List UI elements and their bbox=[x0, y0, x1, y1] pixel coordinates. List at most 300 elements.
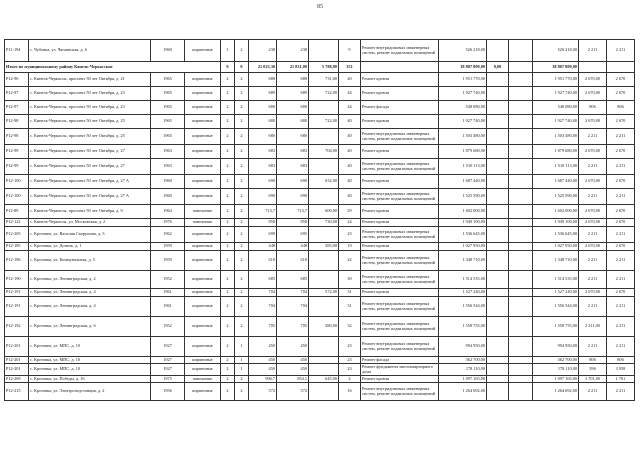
row-area-c bbox=[309, 159, 339, 175]
row-unit-cost: 2 211 bbox=[579, 337, 607, 357]
row-max-cost: 2 670 bbox=[607, 175, 635, 189]
row-entrances: 1 bbox=[235, 357, 249, 364]
row-f1 bbox=[487, 40, 509, 62]
row-cost: 1 558 755,00 bbox=[439, 317, 487, 337]
row-wall-material: кирпичные bbox=[185, 40, 221, 62]
row-wall-material: кирпичные bbox=[185, 115, 221, 129]
row-f1 bbox=[487, 297, 509, 317]
row-f1 bbox=[487, 219, 509, 227]
row-floors: 2 bbox=[221, 101, 235, 115]
row-area-living: 680 bbox=[277, 115, 309, 129]
row-residents: 40 bbox=[339, 73, 361, 87]
row-floors: 2 bbox=[221, 87, 235, 101]
row-floors: 2 bbox=[221, 145, 235, 159]
row-unit-cost: 2 670,00 bbox=[579, 115, 607, 129]
row-unit-cost: 2 211 bbox=[579, 40, 607, 62]
row-area-living: 238 bbox=[277, 40, 309, 62]
row-year: 1963 bbox=[151, 159, 185, 175]
row-residents: 32 bbox=[339, 317, 361, 337]
summary-works bbox=[361, 62, 439, 73]
summary-label: Итого по муниципальному району Канель-Черкасские bbox=[5, 62, 221, 73]
row-floors: 2 bbox=[221, 159, 235, 175]
row-area-living: 705 bbox=[277, 317, 309, 337]
row-residents: 40 bbox=[339, 129, 361, 145]
row-residents: 30 bbox=[339, 271, 361, 289]
row-area-total: 704 bbox=[249, 289, 277, 297]
row-area-total: 572 bbox=[249, 383, 277, 401]
row-f1 bbox=[487, 115, 509, 129]
row-area-total: 996,7 bbox=[249, 376, 277, 383]
table-row bbox=[5, 383, 635, 401]
table-row bbox=[5, 317, 635, 337]
row-unit-cost: 2 211 bbox=[579, 271, 607, 289]
row-wall-material: кирпичные bbox=[185, 317, 221, 337]
row-f1 bbox=[487, 101, 509, 115]
row-floors: 2 bbox=[221, 129, 235, 145]
row-max-cost: 2 211 bbox=[607, 297, 635, 317]
row-total-cost: 548 080,00 bbox=[533, 101, 579, 115]
row-unit-cost: 2 670,00 bbox=[579, 73, 607, 87]
row-cost: 1 348 710,00 bbox=[439, 251, 487, 271]
row-works: Ремонт кровли bbox=[361, 243, 439, 251]
row-area-living: 695 bbox=[277, 227, 309, 243]
row-total-cost: 1 348 710,00 bbox=[533, 251, 579, 271]
row-cost: 1 097 165,00 bbox=[439, 376, 487, 383]
row-area-c: 572,00 bbox=[309, 289, 339, 297]
row-address: с. Кинель-Черкассы, проспект 50 лет Октября, д. 27 А bbox=[29, 189, 151, 205]
row-f2 bbox=[509, 297, 533, 317]
row-f2 bbox=[509, 145, 533, 159]
row-entrances: 2 bbox=[235, 87, 249, 101]
row-code: Р12-269 bbox=[5, 376, 29, 383]
row-max-cost: 2 670 bbox=[607, 219, 635, 227]
row-code: Р12-100 bbox=[5, 189, 29, 205]
row-f1 bbox=[487, 251, 509, 271]
row-year: 1961 bbox=[151, 289, 185, 297]
row-area-c: 380,00 bbox=[309, 317, 339, 337]
table-row bbox=[5, 73, 635, 87]
row-area-living: 690 bbox=[277, 189, 309, 205]
row-total-cost: 1 525 590,00 bbox=[533, 189, 579, 205]
row-area-total: 690 bbox=[249, 189, 277, 205]
row-year: 1956 bbox=[151, 383, 185, 401]
row-f1 bbox=[487, 289, 509, 297]
table-row bbox=[5, 376, 635, 383]
row-area-total: 713,7 bbox=[249, 205, 277, 219]
row-cost: 1 879 680,00 bbox=[439, 145, 487, 159]
row-f1 bbox=[487, 376, 509, 383]
row-f2 bbox=[509, 289, 533, 297]
row-total-cost: 1 514 535,00 bbox=[533, 271, 579, 289]
row-code: Р12-99 bbox=[5, 145, 29, 159]
row-total-cost: 1 879 680,00 bbox=[533, 145, 579, 159]
row-cost: 1 951 770,00 bbox=[439, 73, 487, 87]
row-works: Ремонт внутридомовых инженерных систем, ремонт подвальных помещений bbox=[361, 129, 439, 145]
row-unit-cost: 2 670,00 bbox=[579, 205, 607, 219]
row-residents: 23 bbox=[339, 364, 361, 376]
row-address: с. Кротовка, ул. Ленинградская, д. 4 bbox=[29, 289, 151, 297]
row-unit-cost: 2 211 bbox=[579, 251, 607, 271]
row-area-total: 685 bbox=[249, 271, 277, 289]
row-wall-material: кирпичные bbox=[185, 297, 221, 317]
table-row bbox=[5, 297, 635, 317]
row-max-cost: 2 211 bbox=[607, 271, 635, 289]
table-row bbox=[5, 227, 635, 243]
row-area-c bbox=[309, 337, 339, 357]
row-area-living: 450 bbox=[277, 357, 309, 364]
row-f1 bbox=[487, 227, 509, 243]
table-row bbox=[5, 289, 635, 297]
table-row bbox=[5, 364, 635, 376]
row-area-c bbox=[309, 251, 339, 271]
row-residents: 9 bbox=[339, 40, 361, 62]
row-cost: 526 218,00 bbox=[439, 40, 487, 62]
table-row bbox=[5, 129, 635, 145]
row-wall-material: кирпичные bbox=[185, 73, 221, 87]
summary-c3: 0,00 bbox=[487, 62, 509, 73]
row-f2 bbox=[509, 219, 533, 227]
row-floors: 2 bbox=[221, 219, 235, 227]
row-address: с. Кротовка, ул. МПС, д. 10 bbox=[29, 337, 151, 357]
row-address: с. Кинель-Черкассы, проспект 50 лет Октября, д. 27 А bbox=[29, 175, 151, 189]
row-cost: 1 027 950,00 bbox=[439, 243, 487, 251]
row-residents: 23 bbox=[339, 337, 361, 357]
row-works: Ремонт кровли bbox=[361, 376, 439, 383]
row-floors: 2 bbox=[221, 227, 235, 243]
row-wall-material: кирпичные bbox=[185, 87, 221, 101]
row-address: с. Кротовка, ул. Победы, д. 16 bbox=[29, 376, 151, 383]
row-year: 1965 bbox=[151, 73, 185, 87]
row-total-cost: 1 510 113,00 bbox=[533, 159, 579, 175]
row-f1 bbox=[487, 357, 509, 364]
row-code: Р12-122 bbox=[5, 219, 29, 227]
row-wall-material: кирпичные bbox=[185, 243, 221, 251]
row-area-c: 600,00 bbox=[309, 205, 339, 219]
row-floors: 2 bbox=[221, 175, 235, 189]
row-works: Ремонт кровли bbox=[361, 115, 439, 129]
row-f1 bbox=[487, 73, 509, 87]
row-area-c bbox=[309, 364, 339, 376]
row-area-total: 450 bbox=[249, 364, 277, 376]
row-code: Р12-186 bbox=[5, 251, 29, 271]
row-max-cost: 2 211 bbox=[607, 189, 635, 205]
row-works: Ремонт кровли bbox=[361, 73, 439, 87]
row-area-total: 680 bbox=[249, 115, 277, 129]
row-code: Р11-194 bbox=[5, 40, 29, 62]
row-year: 1965 bbox=[151, 115, 185, 129]
row-max-cost: 2 670 bbox=[607, 205, 635, 219]
row-wall-material: кирпичные bbox=[185, 383, 221, 401]
row-f2 bbox=[509, 376, 533, 383]
row-year: 1959 bbox=[151, 243, 185, 251]
row-year: 1963 bbox=[151, 145, 185, 159]
row-floors: 2 bbox=[221, 189, 235, 205]
row-area-living: 704 bbox=[277, 297, 309, 317]
row-year: 1975 bbox=[151, 376, 185, 383]
row-floors: 2 bbox=[221, 297, 235, 317]
row-cost: 1 602 000,00 bbox=[439, 205, 487, 219]
row-year: 1961 bbox=[151, 297, 185, 317]
row-area-living: 610 bbox=[277, 251, 309, 271]
row-max-cost: 2 670 bbox=[607, 145, 635, 159]
row-total-cost: 178 110,00 bbox=[533, 364, 579, 376]
row-works: Ремонт внутридомовых инженерных систем, ремонт подвальных помещений bbox=[361, 337, 439, 357]
row-cost: 1 949 100,00 bbox=[439, 219, 487, 227]
table-row bbox=[5, 175, 635, 189]
row-floors: 2 bbox=[221, 73, 235, 87]
row-year: 1976 bbox=[151, 219, 185, 227]
row-entrances: 2 bbox=[235, 129, 249, 145]
row-cost: 1 510 113,00 bbox=[439, 159, 487, 175]
row-residents: 2 bbox=[339, 376, 361, 383]
row-code: Р12-96 bbox=[5, 73, 29, 87]
row-max-cost: 2 670 bbox=[607, 289, 635, 297]
row-wall-material: кирпичные bbox=[185, 271, 221, 289]
row-area-total: 610 bbox=[249, 251, 277, 271]
row-f1 bbox=[487, 205, 509, 219]
row-f1 bbox=[487, 189, 509, 205]
row-total-cost: 1 536 645,00 bbox=[533, 227, 579, 243]
row-wall-material: кирпичные bbox=[185, 189, 221, 205]
row-f2 bbox=[509, 205, 533, 219]
row-area-c: 704,00 bbox=[309, 145, 339, 159]
row-year: 1960 bbox=[151, 40, 185, 62]
summary-row bbox=[5, 62, 635, 73]
row-residents: 40 bbox=[339, 115, 361, 129]
row-area-total: 680 bbox=[249, 129, 277, 145]
row-wall-material: панельные bbox=[185, 376, 221, 383]
row-year: 1959 bbox=[151, 251, 185, 271]
row-area-c bbox=[309, 101, 339, 115]
row-code: Р12-215 bbox=[5, 383, 29, 401]
row-cost: 1 525 590,00 bbox=[439, 189, 487, 205]
row-wall-material: кирпичные bbox=[185, 227, 221, 243]
row-f2 bbox=[509, 115, 533, 129]
row-works: Ремонт кровли bbox=[361, 219, 439, 227]
row-max-cost: 2 211 bbox=[607, 383, 635, 401]
row-unit-cost: 2 211 bbox=[579, 189, 607, 205]
row-entrances: 2 bbox=[235, 251, 249, 271]
row-unit-cost: 1 701,00 bbox=[579, 376, 607, 383]
row-max-cost: 2 211 bbox=[607, 337, 635, 357]
row-floors: 2 bbox=[221, 271, 235, 289]
row-max-cost: 2 211 bbox=[607, 251, 635, 271]
table-row bbox=[5, 159, 635, 175]
row-entrances: 2 bbox=[235, 383, 249, 401]
row-code: Р12-190 bbox=[5, 271, 29, 289]
row-area-living: 572 bbox=[277, 383, 309, 401]
row-area-living: 685 bbox=[277, 271, 309, 289]
row-f2 bbox=[509, 337, 533, 357]
row-area-living: 448 bbox=[277, 243, 309, 251]
row-total-cost: 994 950,00 bbox=[533, 337, 579, 357]
row-year: 1964 bbox=[151, 205, 185, 219]
row-area-total: 689 bbox=[249, 87, 277, 101]
row-area-c: 722,00 bbox=[309, 87, 339, 101]
row-residents: 40 bbox=[339, 159, 361, 175]
row-unit-cost: 2 670,00 bbox=[579, 145, 607, 159]
row-code: Р12-205 bbox=[5, 227, 29, 243]
row-total-cost: 1 927 740,00 bbox=[533, 115, 579, 129]
row-cost: 1 514 535,00 bbox=[439, 271, 487, 289]
row-f1 bbox=[487, 145, 509, 159]
row-area-living: 850 bbox=[277, 219, 309, 227]
row-floors: 2 bbox=[221, 115, 235, 129]
row-area-total: 850 bbox=[249, 219, 277, 227]
row-address: с. Кинель-Черкассы, проспект 50 лет Октября, д. 21 bbox=[29, 73, 151, 87]
row-year: 1965 bbox=[151, 129, 185, 145]
row-max-cost: 2 211 bbox=[607, 159, 635, 175]
row-residents: 40 bbox=[339, 145, 361, 159]
row-area-total: 683 bbox=[249, 159, 277, 175]
row-total-cost: 1 949 100,00 bbox=[533, 219, 579, 227]
row-entrances: 2 bbox=[235, 289, 249, 297]
row-entrances: 2 bbox=[235, 297, 249, 317]
row-address: с. Кинель-Черкассы, проспект 50 лет Октября, д. 25 bbox=[29, 129, 151, 145]
row-f2 bbox=[509, 40, 533, 62]
summary-residents: 351 bbox=[339, 62, 361, 73]
row-entrances: 2 bbox=[235, 159, 249, 175]
row-residents: 19 bbox=[339, 243, 361, 251]
row-f1 bbox=[487, 337, 509, 357]
row-unit-cost: 806 bbox=[579, 357, 607, 364]
row-unit-cost: 2 670,00 bbox=[579, 219, 607, 227]
row-entrances: 2 bbox=[235, 101, 249, 115]
row-unit-cost: 2 670,00 bbox=[579, 87, 607, 101]
row-max-cost: 2 670 bbox=[607, 115, 635, 129]
row-cost: 994 950,00 bbox=[439, 337, 487, 357]
row-unit-cost: 2 211 bbox=[579, 297, 607, 317]
summary-cost: 38 807 809,00 bbox=[439, 62, 487, 73]
row-f2 bbox=[509, 317, 533, 337]
row-entrances: 2 bbox=[235, 271, 249, 289]
row-area-living: 450 bbox=[277, 337, 309, 357]
row-wall-material: кирпичные bbox=[185, 289, 221, 297]
row-entrances: 2 bbox=[235, 205, 249, 219]
row-code: Р12-201 bbox=[5, 364, 29, 376]
row-wall-material: кирпичные bbox=[185, 145, 221, 159]
row-area-total: 690 bbox=[249, 175, 277, 189]
table-row bbox=[5, 205, 635, 219]
summary-c2: 0 bbox=[235, 62, 249, 73]
row-address: с. Кинель-Черкассы, проспект 50 лет Октября, д. 23 bbox=[29, 87, 151, 101]
row-area-living: 683 bbox=[277, 159, 309, 175]
row-address: с. Кинель-Черкассы, проспект 50 лет Октября, д. 25 bbox=[29, 115, 151, 129]
row-f2 bbox=[509, 243, 533, 251]
row-f2 bbox=[509, 383, 533, 401]
row-floors: 2 bbox=[221, 251, 235, 271]
row-works: Ремонт кровли bbox=[361, 175, 439, 189]
row-address: с. Кротовка, ул. Ленинградская, д. 2 bbox=[29, 271, 151, 289]
row-code: Р12-98 bbox=[5, 129, 29, 145]
row-floors: 2 bbox=[221, 243, 235, 251]
row-f2 bbox=[509, 227, 533, 243]
row-cost: 1 536 645,00 bbox=[439, 227, 487, 243]
row-max-cost: 2 211 bbox=[607, 317, 635, 337]
row-f2 bbox=[509, 251, 533, 271]
row-f2 bbox=[509, 73, 533, 87]
summary-empty-2 bbox=[579, 62, 607, 73]
row-works: Ремонт фасада bbox=[361, 101, 439, 115]
row-area-total: 705 bbox=[249, 317, 277, 337]
row-unit-cost: 2 670,00 bbox=[579, 243, 607, 251]
row-entrances: 2 bbox=[235, 189, 249, 205]
row-code: Р12-89 bbox=[5, 205, 29, 219]
row-total-cost: 1 097 165,00 bbox=[533, 376, 579, 383]
row-area-living: 680 bbox=[277, 101, 309, 115]
row-max-cost: 2 670 bbox=[607, 87, 635, 101]
row-unit-cost: 806 bbox=[579, 101, 607, 115]
row-f2 bbox=[509, 159, 533, 175]
row-unit-cost: 2 211 bbox=[579, 383, 607, 401]
row-address: с. Кротовка, ул. Коммунальная, д. 5 bbox=[29, 251, 151, 271]
row-floors: 2 bbox=[221, 317, 235, 337]
row-address: с. Кротовка, ул. Ленинградская, д. 4 bbox=[29, 297, 151, 317]
row-area-c: 632,00 bbox=[309, 175, 339, 189]
row-total-cost: 526 218,00 bbox=[533, 40, 579, 62]
row-code: Р12-191 bbox=[5, 297, 29, 317]
row-code: Р12-98 bbox=[5, 115, 29, 129]
row-area-c: 730,00 bbox=[309, 219, 339, 227]
table-body bbox=[5, 40, 635, 401]
row-f2 bbox=[509, 175, 533, 189]
row-works: Ремонт кровли bbox=[361, 289, 439, 297]
row-address: с. Чубовка, ул. Чапаевская, д. 6 bbox=[29, 40, 151, 62]
row-area-total: 683 bbox=[249, 145, 277, 159]
row-entrances: 2 bbox=[235, 40, 249, 62]
row-unit-cost: 2 211 bbox=[579, 129, 607, 145]
row-area-c bbox=[309, 383, 339, 401]
row-address: с. Кротовка, ул. МПС, д. 10 bbox=[29, 364, 151, 376]
row-floors: 2 bbox=[221, 376, 235, 383]
row-cost: 1 503 480,00 bbox=[439, 129, 487, 145]
row-max-cost: 2 670 bbox=[607, 243, 635, 251]
row-cost: 1 927 740,00 bbox=[439, 115, 487, 129]
row-residents: 16 bbox=[339, 383, 361, 401]
page-number: 85 bbox=[317, 4, 323, 10]
table-row bbox=[5, 251, 635, 271]
row-cost: 548 080,00 bbox=[439, 101, 487, 115]
row-address: с. Кинель-Черкассы, проспект 50 лет Октября, д. 27 bbox=[29, 159, 151, 175]
summary-empty bbox=[509, 62, 533, 73]
row-floors: 2 bbox=[221, 383, 235, 401]
table-row bbox=[5, 145, 635, 159]
row-year: 1962 bbox=[151, 227, 185, 243]
row-address: с. Кинель-Черкассы, ул. Московская, д. 2 bbox=[29, 219, 151, 227]
row-floors: 2 bbox=[221, 364, 235, 376]
summary-empty-3 bbox=[607, 62, 635, 73]
row-max-cost: 806 bbox=[607, 357, 635, 364]
row-year: 1965 bbox=[151, 101, 185, 115]
row-cost: 178 110,00 bbox=[439, 364, 487, 376]
row-f2 bbox=[509, 357, 533, 364]
row-code: Р12-99 bbox=[5, 159, 29, 175]
row-floors: 2 bbox=[221, 205, 235, 219]
row-works: Ремонт кровли bbox=[361, 145, 439, 159]
row-address: с. Кинель-Черкассы, проспект 50 лет Октября, д. 23 bbox=[29, 101, 151, 115]
row-area-c: 385,00 bbox=[309, 243, 339, 251]
row-f2 bbox=[509, 189, 533, 205]
row-total-cost: 362 700,00 bbox=[533, 357, 579, 364]
row-area-total: 688 bbox=[249, 73, 277, 87]
row-code: Р12-97 bbox=[5, 101, 29, 115]
row-unit-cost: 2 211 bbox=[579, 159, 607, 175]
row-area-c bbox=[309, 357, 339, 364]
summary-c1: 0 bbox=[221, 62, 235, 73]
row-residents: 24 bbox=[339, 219, 361, 227]
row-year: 1960 bbox=[151, 175, 185, 189]
row-cost: 1 927 740,00 bbox=[439, 87, 487, 101]
